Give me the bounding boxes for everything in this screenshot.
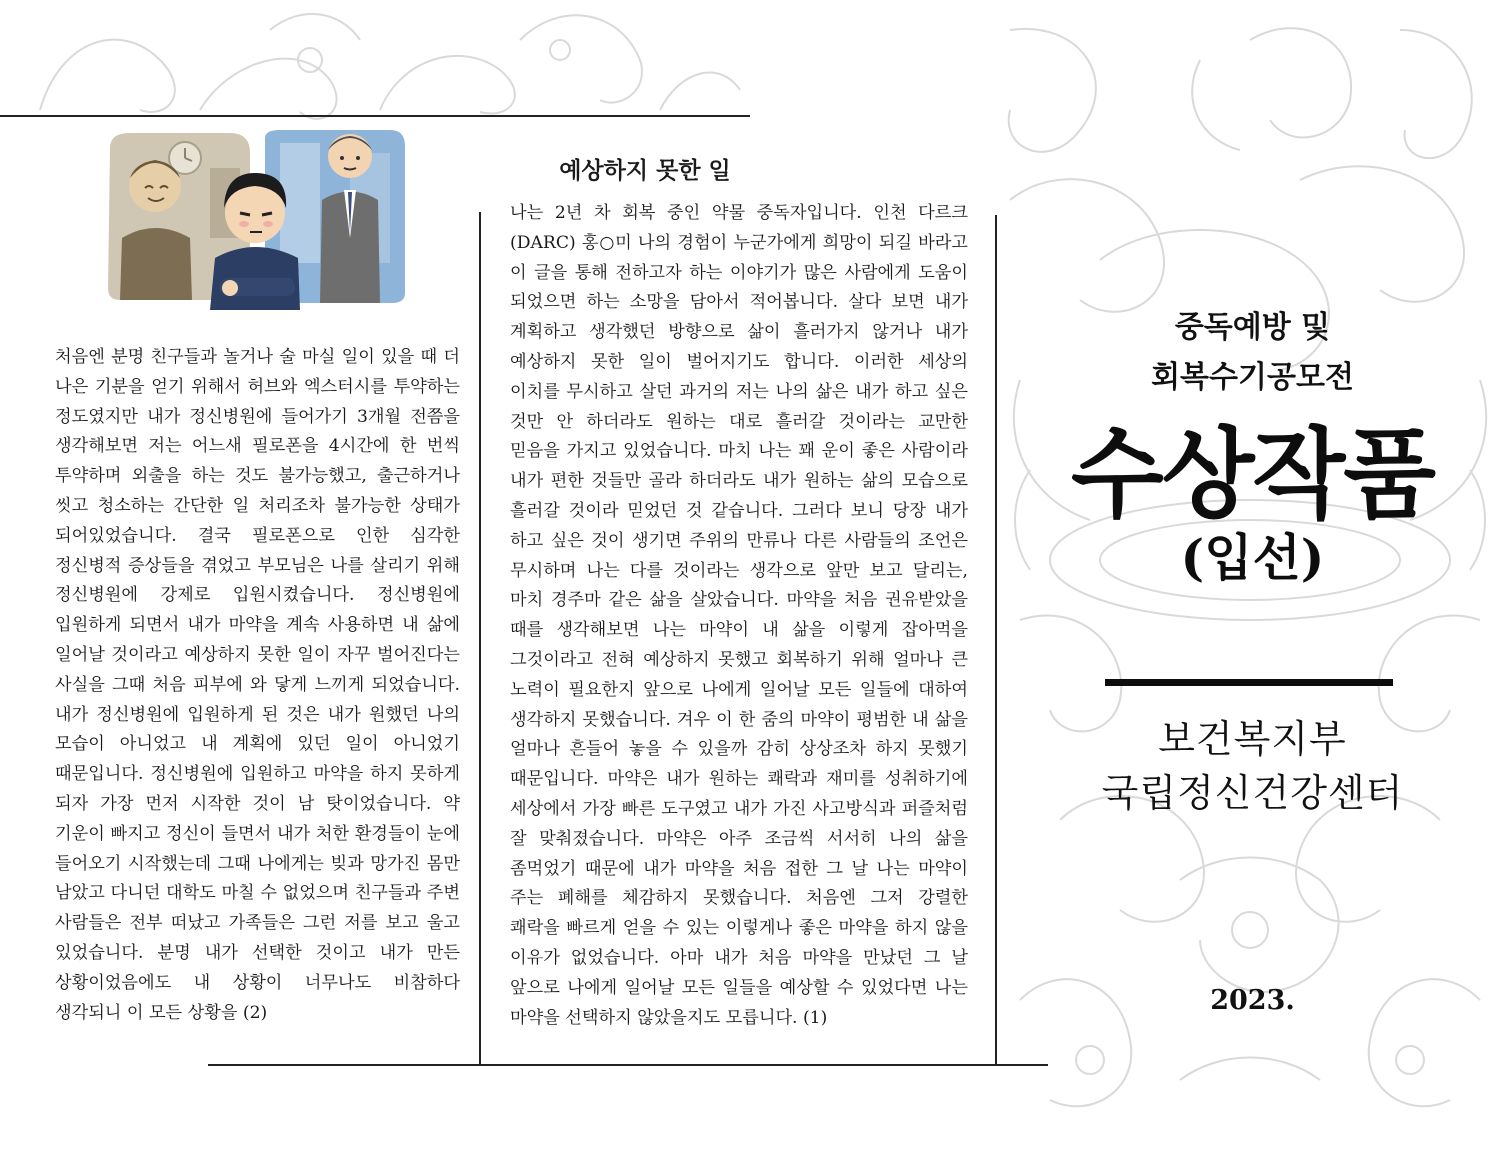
column-divider-right (995, 215, 997, 1064)
year-label: 2023. (1210, 985, 1295, 1016)
contest-name-line-1: 중독예방 및 (1174, 310, 1331, 345)
award-level: (입선) (1180, 528, 1325, 587)
organization-line-2: 국립정신건강센터 (1101, 771, 1404, 815)
contest-name-line-2: 회복수기공모전 (1151, 360, 1354, 395)
top-rule (0, 115, 750, 117)
story-title: 예상하지 못한 일 (559, 158, 731, 184)
column-divider-left (479, 212, 481, 1064)
heading-divider (1105, 679, 1393, 686)
middle-column-text: 나는 2년 차 회복 중인 약물 중독자입니다. 인천 다르크(DARC) 홍○미 나의 경험이 누군가에게 희망이 되길 바라고 이 글을 통해 전하고자 하는 이야기가 많은 사람에게 도움이 되었으면 하는 소망을 담아서 적어봅니다. 살다 보면 내가 계획하고 생각했던 방향으로 삶이 흘러가지 않거나 내가 예상하지 못한 일이 벌어지기도 합니다. 이러한 세상의 이치를 무시하고 살던 과거의 저는 나의 삶은 내가 하고 싶은 것만 안 하더라도 원하는 대로 흘러갈 것이라는 교만한 믿음을 가지고 있었습니다. 마치 나는 꽤 운이 좋은 사람이라 내가 편한 것들만 골라 하더라도 내가 원하는 삶의 모습으로 흘러갈 것이라 믿었던 것 같습니다. 그러다 보니 당장 내가 하고 싶은 것이 생기면 주위의 만류나 다른 사람들의 조언은 무시하며 나는 다를 것이라는 생각으로 앞만 보고 달리는, 마치 경주마 같은 삶을 살았습니다. 마약을 처음 권유받았을 때를 생각해보면 나는 마약이 내 삶을 이렇게 잡아먹을 그것이라고 전혀 예상하지 못했고 회복하기 위해 얼마나 큰 노력이 필요한지 앞으로 나에게 일어날 모든 일들에 대하여 생각하지 못했습니다. 겨우 이 한 줌의 마약이 평범한 내 삶을 얼마나 흔들어 놓을 수 있을까 감히 상상조차 하지 못했기 때문입니다. 마약은 내가 원하는 쾌락과 재미를 성취하기에 세상에서 가장 빠른 도구였고 내가 가진 사고방식과 퍼즐처럼 잘 맞춰졌습니다. 마약은 아주 조금씩 서서히 나의 삶을 좀먹었기 때문에 내가 마약을 처음 접한 그 날 나는 마약이 주는 폐해를 체감하지 못했습니다. 처음엔 그저 강렬한 쾌락을 빠르게 얻을 수 있는 이렇게나 좋은 마약을 하지 않을 이유가 없었습니다. 아마 내가 처음 마약을 만났던 그 날 앞으로 나에게 일어날 모든 일들을 예상할 수 있었다면 나는 마약을 선택하지 않았을지도 모릅니다. (1) (510, 203, 968, 1028)
cover-panel (1005, 0, 1500, 1159)
organization-line-1: 보건복지부 (1158, 717, 1347, 761)
three-men-illustration-icon (100, 128, 410, 310)
award-heading: 수상작품 (1071, 416, 1434, 532)
bottom-rule (208, 1064, 1048, 1066)
left-column-text: 처음엔 분명 친구들과 놀거나 술 마실 일이 있을 때 더 나은 기분을 얻기 위해서 허브와 엑스터시를 투약하는 정도였지만 내가 정신병원에 들어가기 3개월 전쯤을 생각해보면 저는 어느새 필로폰을 4시간에 한 번씩 투약하며 외출을 하는 것도 불가능했고, 출근하거나 씻고 청소하는 간단한 일 처리조차 불가능한 상태가 되어있었습니다. 결국 필로폰으로 인한 심각한 정신병적 증상들을 겪었고 부모님은 나를 살리기 위해 정신병원에 강제로 입원시켰습니다. 정신병원에 입원하게 되면서 내가 마약을 계속 사용하면 내 삶에 일어날 것이라고 예상하지 못한 일이 자꾸 벌어진다는 사실을 그때 처음 피부에 와 닿게 느끼게 되었습니다. 내가 정신병원에 입원하게 된 것은 내가 원했던 나의 모습이 아니었고 내 계획에 있던 일이 아니었기 때문입니다. 정신병원에 입원하고 마약을 하지 못하게 되자 가장 먼저 시작한 것이 남 탓이었습니다. 약 기운이 빠지고 정신이 들면서 내가 처한 환경들이 눈에 들어오기 시작했는데 그때 나에게는 빚과 망가진 몸만 남았고 다니던 대학도 마칠 수 없었으며 친구들과 주변 사람들은 전부 떠났고 가족들은 그런 저를 보고 울고 있었습니다. 분명 내가 선택한 것이고 내가 만든 상황이었음에도 내 상황이 너무나도 비참하다 생각되니 이 모든 상황을 (2) (55, 347, 460, 1023)
